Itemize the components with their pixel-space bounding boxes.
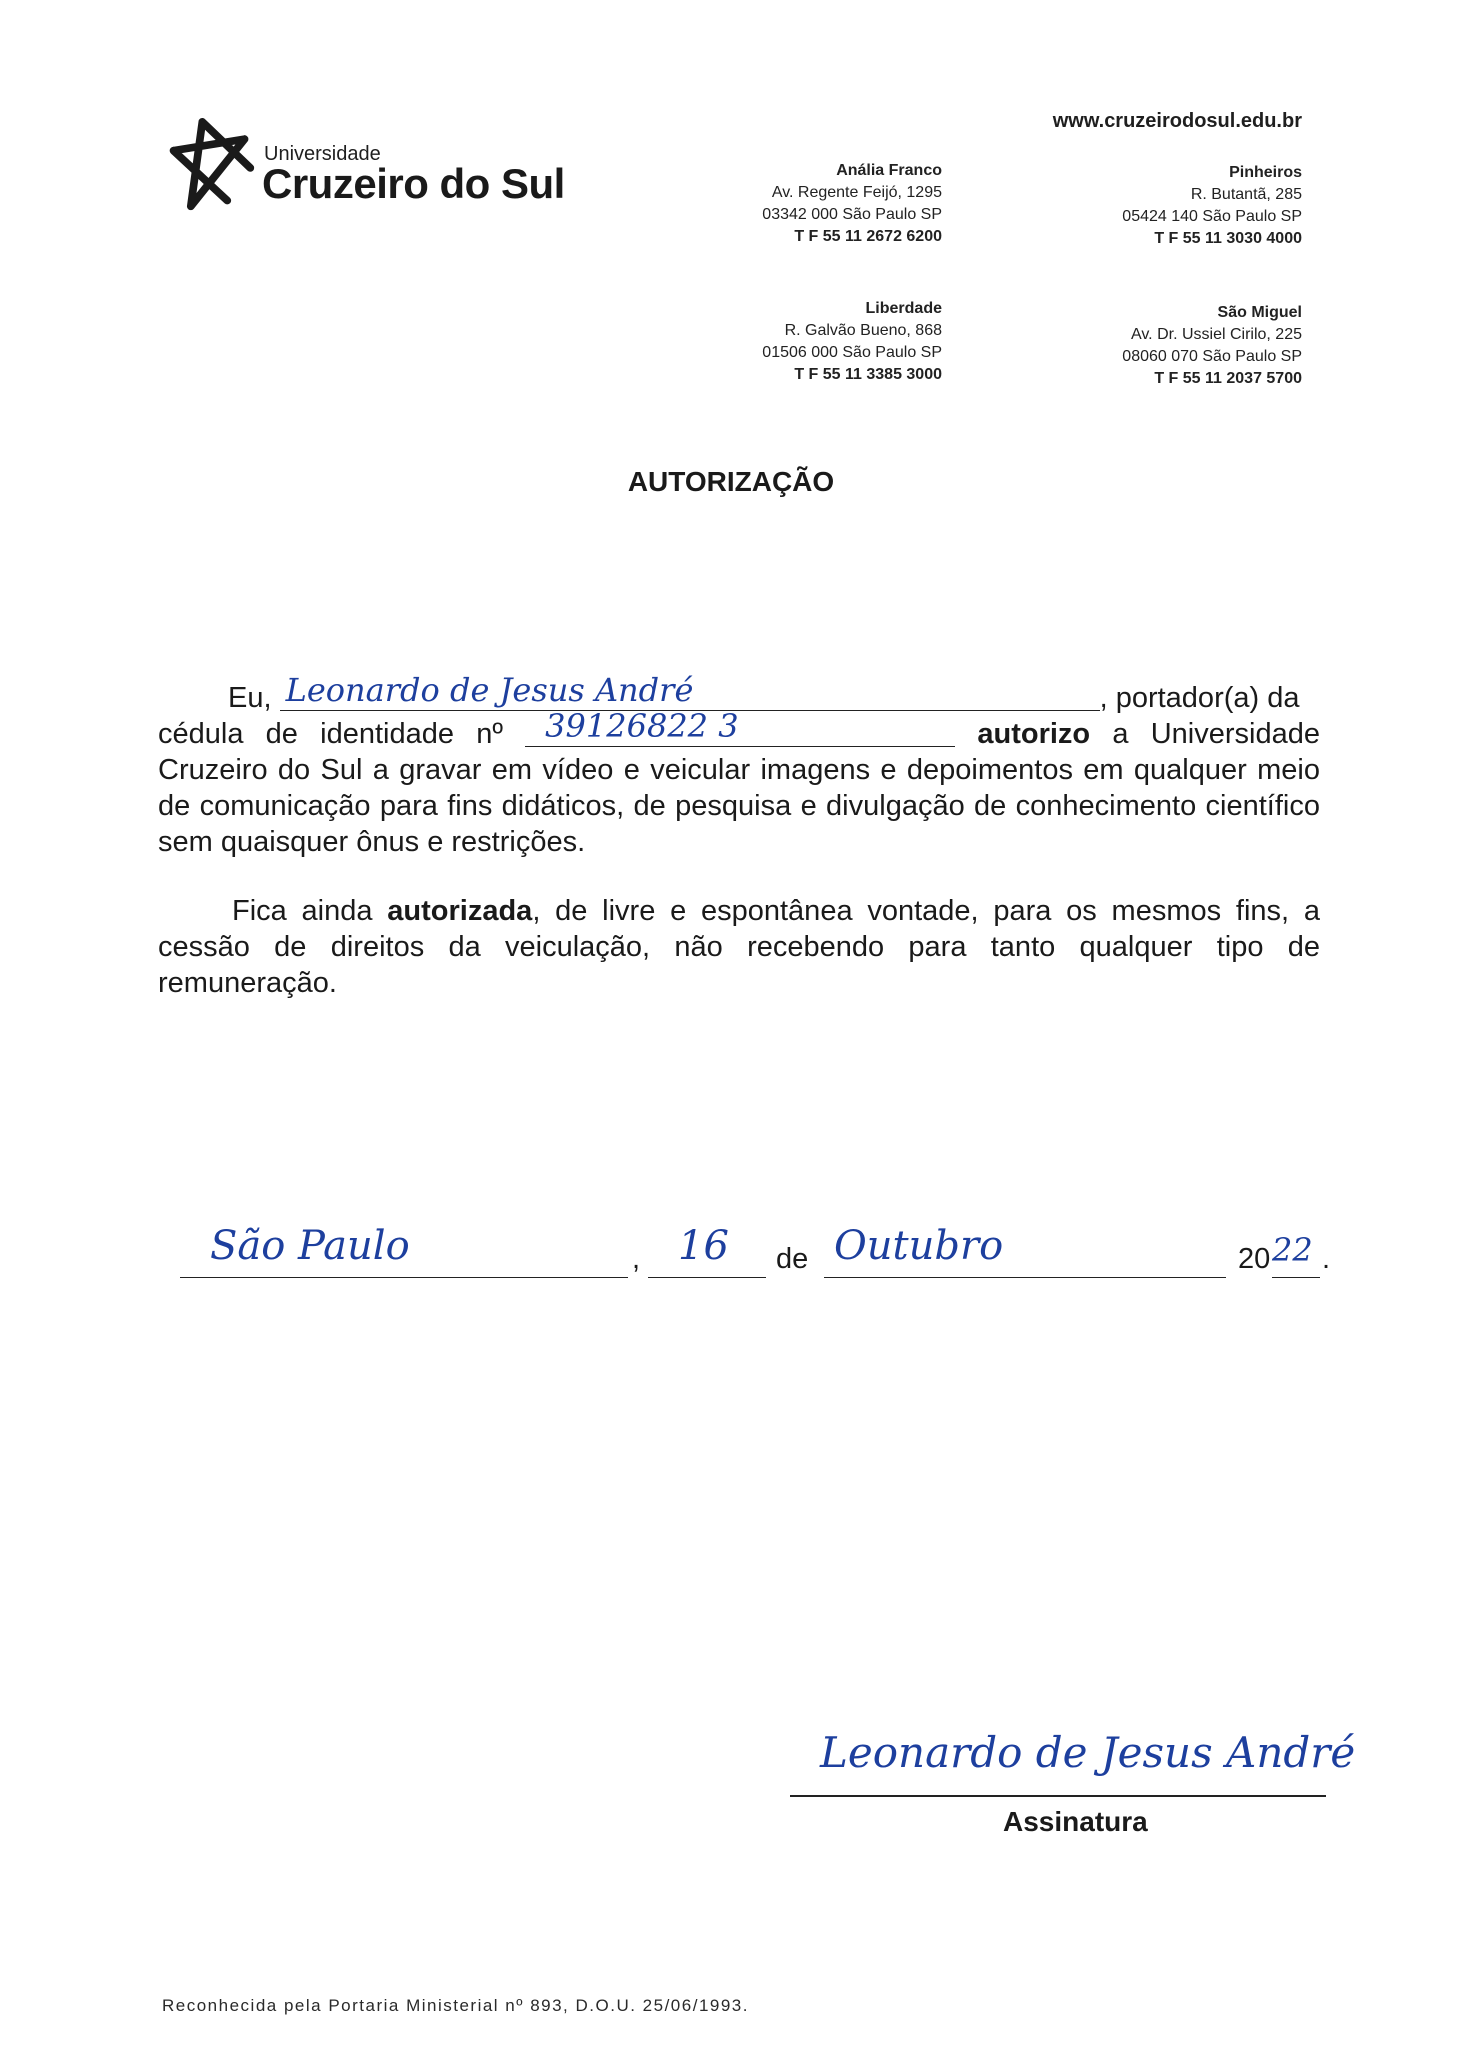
campus-street: R. Galvão Bueno, 868 (784, 322, 942, 339)
signature-handwritten: Leonardo de Jesus André (820, 1728, 1356, 1777)
footer-accreditation: Reconhecida pela Portaria Ministerial nº 893, D.O.U. 25/06/1993. (162, 1996, 749, 2015)
month-field[interactable] (824, 1217, 1226, 1278)
eu-label: Eu, (228, 682, 272, 714)
rights-paragraph (158, 893, 1320, 1001)
document-title: AUTORIZAÇÃO (627, 466, 835, 497)
a-universidade-text: a Universidade (1112, 718, 1320, 750)
campus-city: 03342 000 São Paulo SP (762, 206, 942, 223)
campus-city: 01506 000 São Paulo SP (762, 344, 942, 361)
campus-name: Anália Franco (836, 162, 942, 179)
cedula-label: cédula de identidade nº (158, 718, 503, 750)
campus-phone: T F 55 11 3385 3000 (794, 366, 942, 383)
date-line (180, 1223, 1331, 1288)
logo-pretitle: Universidade (264, 143, 381, 165)
month-handwritten: Outubro (834, 1223, 1004, 1269)
campus-pinheiros (1122, 162, 1302, 250)
campus-name: São Miguel (1217, 304, 1302, 321)
authorization-paragraph (158, 671, 1320, 860)
authorization-body: Cruzeiro do Sul a gravar em vídeo e veicular imagens e depoimentos em qualquer meio de comunicação para fins didáticos, de pesquisa e divulgação de conhecimento científico sem quaisquer ônus e restrições. (158, 754, 1320, 858)
portador-text: , portador(a) da (1099, 682, 1300, 714)
date-comma: , (632, 1243, 641, 1275)
logo-name: Cruzeiro do Sul (262, 160, 565, 207)
id-field[interactable] (525, 707, 955, 747)
campus-phone: T F 55 11 2037 5700 (1154, 370, 1302, 387)
website-link[interactable]: www.cruzeirodosul.edu.br (1052, 110, 1302, 132)
campus-liberdade (762, 298, 942, 386)
date-period: . (1322, 1243, 1331, 1275)
day-handwritten: 16 (678, 1223, 729, 1269)
campus-name: Pinheiros (1229, 164, 1302, 181)
city-handwritten: São Paulo (210, 1223, 410, 1269)
year-prefix: 20 (1238, 1243, 1271, 1275)
campus-city: 08060 070 São Paulo SP (1122, 348, 1302, 365)
rights-bold: autorizada (387, 895, 533, 927)
signature-label: Assinatura (1003, 1806, 1148, 1837)
year-handwritten: 22 (1272, 1231, 1313, 1269)
campus-analia-franco (762, 160, 942, 248)
signature-line[interactable] (790, 1795, 1326, 1797)
id-handwritten: 39126822 3 (545, 707, 739, 745)
de-text: de (776, 1243, 809, 1275)
campus-name: Liberdade (865, 300, 942, 317)
star-logo-icon (162, 118, 258, 214)
rights-body: , de livre e espontânea vontade, para os mesmos fins, a cessão de direitos da veiculação, não recebendo para tanto qualquer tipo de remuneração. (158, 895, 1320, 999)
campus-phone: T F 55 11 3030 4000 (1154, 230, 1302, 247)
campus-street: Av. Regente Feijó, 1295 (771, 184, 942, 201)
name-handwritten: Leonardo de Jesus André (285, 671, 694, 709)
campus-phone: T F 55 11 2672 6200 (794, 228, 942, 245)
rights-intro: Fica ainda (232, 895, 373, 927)
campus-city: 05424 140 São Paulo SP (1122, 208, 1302, 225)
autorizo-text: autorizo (977, 718, 1091, 750)
campus-sao-miguel (1122, 302, 1302, 390)
city-field[interactable] (180, 1217, 628, 1278)
campus-street: R. Butantã, 285 (1190, 186, 1302, 203)
year-field[interactable] (1272, 1217, 1320, 1278)
campus-street: Av. Dr. Ussiel Cirilo, 225 (1130, 326, 1302, 343)
day-field[interactable] (648, 1217, 766, 1278)
